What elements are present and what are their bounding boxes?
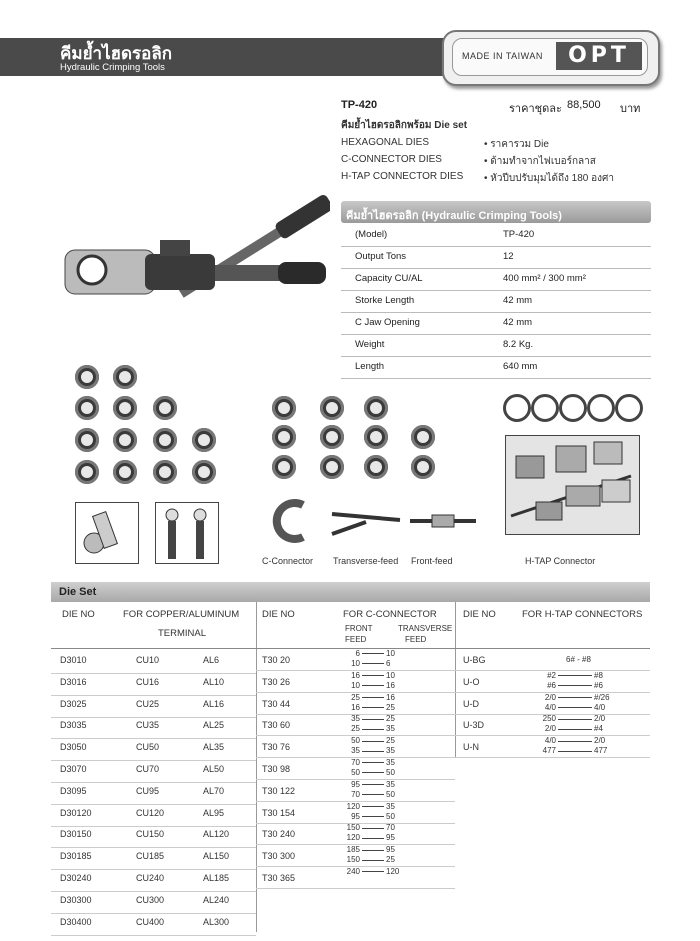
- c-feed-line: 6 10: [355, 649, 395, 658]
- terminal-cu: CU10: [136, 655, 160, 665]
- die-set-header: [51, 582, 650, 602]
- caption-transverse: Transverse-feed: [333, 556, 399, 566]
- terminal-die-no: D3070: [60, 764, 87, 774]
- c-die-no: T30 20: [262, 655, 291, 665]
- terminal-al: AL150: [203, 851, 230, 862]
- row-divider: [256, 888, 455, 889]
- htap-line: 2/0 #/26: [544, 692, 610, 702]
- terminal-cu: CU150: [136, 829, 165, 840]
- brand-logo: OPT: [556, 42, 642, 70]
- spec-value: 8.2 Kg.: [503, 339, 534, 350]
- terminal-cu: CU240: [136, 873, 165, 883]
- col-header-die-no: DIE NO: [463, 609, 496, 620]
- terminal-cu: CU25: [136, 698, 160, 709]
- row-divider: [51, 869, 256, 870]
- htap-range: 6# - #8: [566, 655, 591, 664]
- c-feed-line: 150 70: [346, 823, 395, 833]
- spec-row: [341, 224, 651, 247]
- c-feed-line: 25 16: [351, 692, 395, 702]
- terminal-cu: CU35: [136, 720, 160, 731]
- spec-row: [341, 312, 651, 335]
- terminal-cu: CU400: [136, 916, 165, 927]
- c-feed-line: 70 35: [351, 758, 395, 767]
- c-feed-line: 16 25: [351, 702, 395, 712]
- c-die-no: T30 44: [262, 698, 291, 709]
- row-divider: [51, 738, 256, 739]
- terminal-al: AL16: [203, 698, 225, 709]
- row-divider: [51, 695, 256, 696]
- terminal-die-no: D3095: [60, 785, 87, 796]
- col-header-htap: FOR H-TAP CONNECTORS: [522, 609, 643, 620]
- col-header-terminal: TERMINAL: [158, 628, 207, 639]
- htap-die-no: U-N: [463, 742, 479, 753]
- terminal-cu: CU16: [136, 676, 160, 687]
- spec-row: [341, 356, 651, 379]
- model-number: TP-420: [341, 99, 378, 111]
- htap-connector-photo: [505, 435, 640, 535]
- terminal-cu: CU95: [136, 785, 160, 796]
- row-divider: [51, 847, 256, 848]
- c-feed-line: 150 25: [346, 855, 395, 865]
- price-label: ราคาชุดละ: [509, 103, 562, 115]
- htap-die-no: U-3D: [463, 720, 485, 731]
- terminal-die-no: D30150: [60, 829, 92, 840]
- price-unit: บาท: [620, 103, 641, 115]
- htap-line: #2 #8: [547, 670, 603, 680]
- c-die-no: T30 98: [262, 764, 291, 774]
- col-header-feed: FEED: [345, 635, 367, 644]
- spec-row: [341, 246, 651, 269]
- col-header-die-no: DIE NO: [62, 609, 95, 620]
- spec-key: Storke Length: [355, 295, 415, 306]
- terminal-lug-photo: [155, 502, 219, 564]
- spec-value: TP-420: [503, 229, 535, 240]
- c-die-no: T30 26: [262, 676, 291, 687]
- c-die-no: T30 240: [262, 829, 296, 840]
- terminal-al: AL185: [203, 873, 230, 883]
- die-set-title: Die Set: [59, 586, 97, 598]
- col-header-feed: FEED: [405, 635, 427, 644]
- c-connector-image: [265, 497, 313, 547]
- htap-line: 4/0 2/0: [544, 736, 606, 746]
- column-divider: [455, 602, 456, 757]
- c-die-no: T30 300: [262, 851, 296, 862]
- terminal-cu: CU50: [136, 742, 160, 753]
- terminal-die-no: D30185: [60, 851, 92, 862]
- product-description: คีมย้ำไฮดรอลิกพร้อม Die set: [341, 120, 468, 131]
- terminal-cu: CU185: [136, 851, 165, 862]
- c-feed-line: 25 35: [351, 724, 395, 734]
- feature-note: • หัวปีบปรับมุมได้ถึง 180 องศา: [484, 173, 614, 184]
- row-divider: [51, 782, 256, 783]
- spec-key: (Model): [355, 229, 388, 240]
- col-header-die-no: DIE NO: [262, 609, 295, 620]
- caption-htap: H-TAP Connector: [525, 556, 596, 566]
- terminal-die-no: D3016: [60, 676, 87, 687]
- c-die-no: T30 60: [262, 720, 291, 731]
- terminal-al: AL10: [203, 676, 225, 687]
- terminal-die-no: D3035: [60, 720, 87, 731]
- spec-row: [341, 268, 651, 291]
- terminal-al: AL300: [203, 916, 230, 927]
- transverse-feed-image: [330, 506, 405, 546]
- c-feed-line: 50 50: [351, 768, 395, 777]
- c-feed-line: 10 6: [351, 659, 391, 668]
- terminal-al: AL35: [203, 742, 225, 753]
- row-divider: [51, 826, 256, 827]
- terminal-die-no: D30240: [60, 873, 92, 883]
- feature-name: HEXAGONAL DIES: [341, 137, 429, 148]
- htap-die-no: U-O: [463, 676, 480, 687]
- feature-note: • ด้ามทำจากไฟเบอร์กลาส: [484, 156, 596, 167]
- c-die-no: T30 365: [262, 873, 296, 883]
- feature-note: • ราคารวม Die: [484, 139, 549, 150]
- page-subtitle: Hydraulic Crimping Tools: [60, 62, 165, 73]
- c-feed-line: 120 35: [346, 801, 395, 811]
- spec-key: Length: [355, 361, 385, 372]
- spec-value: 400 mm² / 300 mm²: [503, 273, 586, 284]
- row-divider: [51, 891, 256, 892]
- terminal-al: AL240: [203, 894, 230, 905]
- terminal-die-no: D3010: [60, 655, 87, 665]
- spec-value: 640 mm: [503, 361, 538, 372]
- c-feed-line: 50 25: [351, 736, 395, 746]
- spec-row: [341, 334, 651, 357]
- terminal-die-no: D30300: [60, 894, 92, 905]
- spec-value: 42 mm: [503, 317, 533, 328]
- c-feed-line: 95 35: [351, 779, 395, 789]
- spec-key: Weight: [355, 339, 385, 350]
- c-feed-line: 95 50: [351, 811, 395, 821]
- front-feed-image: [408, 510, 478, 532]
- c-feed-line: 35 25: [351, 714, 395, 724]
- htap-line: 477 477: [542, 746, 608, 756]
- c-feed-line: 70 50: [351, 789, 395, 799]
- row-divider: [51, 760, 256, 761]
- terminal-al: AL120: [203, 829, 230, 840]
- terminal-al: AL70: [203, 785, 225, 796]
- col-header-c-connector: FOR C-CONNECTOR: [343, 609, 437, 620]
- feature-name: C-CONNECTOR DIES: [341, 154, 442, 165]
- terminal-al: AL95: [203, 807, 225, 818]
- terminal-lug-photo: [75, 502, 139, 564]
- terminal-die-no: D3050: [60, 742, 87, 753]
- c-die-no: T30 122: [262, 785, 296, 796]
- c-feed-line: 16 10: [351, 670, 395, 680]
- row-divider: [51, 804, 256, 805]
- row-divider: [51, 673, 256, 674]
- htap-die-no: U-D: [463, 698, 479, 709]
- c-feed-line: 35 35: [351, 746, 395, 756]
- col-header-copper: FOR COPPER/ALUMINUM: [123, 609, 240, 620]
- htap-line: 2/0 #4: [544, 724, 603, 734]
- spec-value: 12: [503, 251, 514, 262]
- spec-key: Capacity CU/AL: [355, 273, 423, 284]
- spec-key: C Jaw Opening: [355, 317, 420, 328]
- row-divider: [51, 935, 256, 936]
- spec-value: 42 mm: [503, 295, 533, 306]
- terminal-al: AL50: [203, 764, 225, 774]
- terminal-die-no: D30120: [60, 807, 92, 818]
- spec-row: [341, 290, 651, 313]
- htap-line: 250 2/0: [542, 714, 606, 724]
- c-feed-line: 240 120: [346, 867, 400, 876]
- spec-table-title: คีมย้ำไฮดรอลิก (Hydraulic Crimping Tools): [346, 210, 562, 222]
- crimping-tool-image: [60, 150, 330, 300]
- htap-die-no: U-BG: [463, 655, 486, 665]
- c-feed-line: 10 16: [351, 680, 395, 690]
- c-feed-line: 185 95: [346, 845, 395, 855]
- price-value: 88,500: [567, 99, 601, 111]
- row-divider: [51, 913, 256, 914]
- row-divider: [51, 717, 256, 718]
- c-die-no: T30 154: [262, 807, 296, 818]
- caption-c-connector: C-Connector: [262, 556, 314, 566]
- column-divider: [256, 602, 257, 932]
- col-header-transverse: TRANSVERSE: [398, 624, 453, 633]
- terminal-cu: CU70: [136, 764, 160, 774]
- terminal-cu: CU120: [136, 807, 165, 818]
- terminal-al: AL6: [203, 655, 220, 665]
- c-feed-line: 120 95: [346, 833, 395, 843]
- made-in-label: MADE IN TAIWAN: [462, 51, 543, 61]
- terminal-die-no: D30400: [60, 916, 92, 927]
- page-title: คีมย้ำไฮดรอลิก: [60, 44, 173, 63]
- terminal-die-no: D3025: [60, 698, 87, 709]
- terminal-cu: CU300: [136, 894, 165, 905]
- col-header-front: FRONT: [345, 624, 373, 633]
- terminal-al: AL25: [203, 720, 225, 731]
- caption-front: Front-feed: [411, 556, 453, 566]
- c-die-no: T30 76: [262, 742, 291, 753]
- row-divider: [455, 757, 650, 758]
- htap-line: #6 #6: [547, 680, 603, 690]
- spec-key: Output Tons: [355, 251, 407, 262]
- feature-name: H-TAP CONNECTOR DIES: [341, 171, 464, 182]
- htap-line: 4/0 4/0: [544, 702, 606, 712]
